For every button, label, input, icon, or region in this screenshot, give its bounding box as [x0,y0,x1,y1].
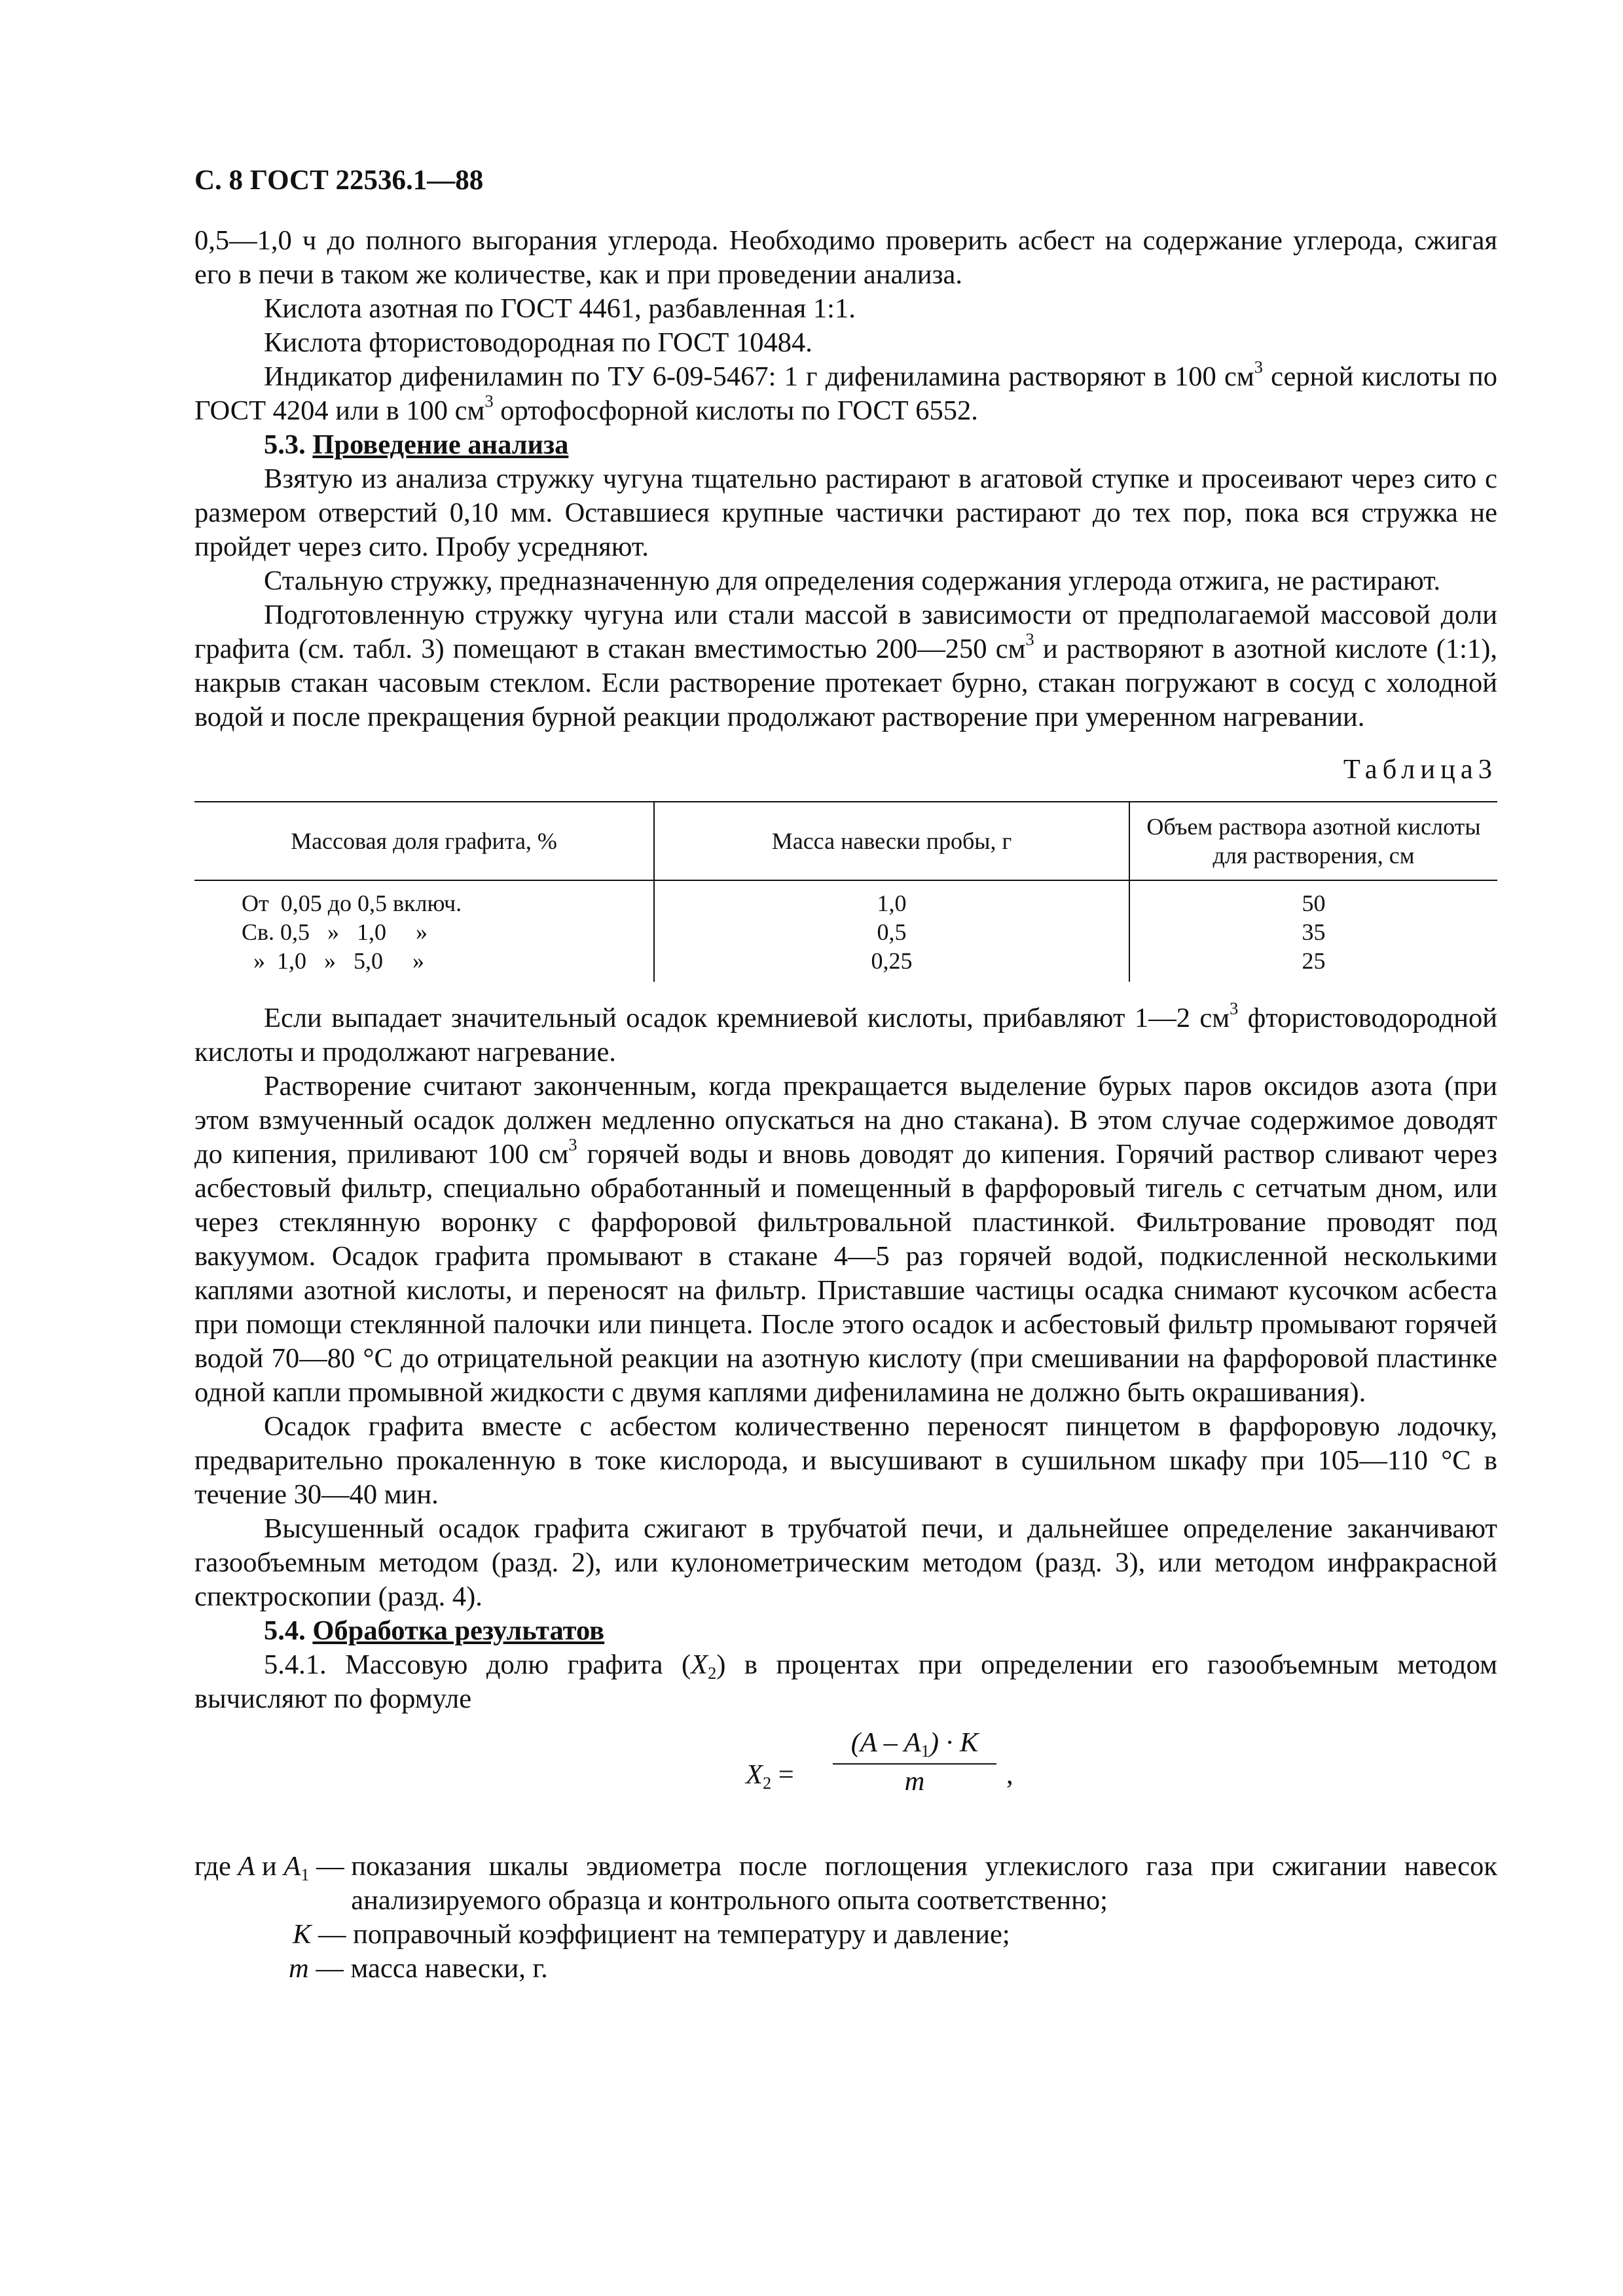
paragraph: Взятую из анализа стружку чугуна тщательно растирают в агатовой ступке и просеивают через сито с размером отверстий 0,10 мм. Оставшиеся крупные частички растирают до тех пор, пока вся стружка не пройдет через сито. Пробу усредняют. [194,463,1497,562]
table-row [194,946,1497,982]
paragraph: Стальную стружку, предназначенную для определения содержания углерода отжига, не растирают. [264,565,1441,596]
paragraph: Кислота фтористоводородная по ГОСТ 10484. [264,327,812,358]
paragraph: 0,5—1,0 ч до полного выгорания углерода. Необходимо проверить асбест на содержание углерода, сжигая его в печи в таком же количестве, как и при проведении анализа. [194,225,1497,290]
section-heading-5-4: 5.4. Обработка результатов [264,1615,605,1646]
table-cell: » 1,0 » 5,0 » [242,948,424,974]
table-header-row [194,802,1497,880]
paragraph: Высушенный осадок графита сжигают в трубчатой печи, и дальнейшее определение заканчивают газообъемным методом (разд. 2), или кулонометрическим методом (разд. 3), или методом инфракрасной спектроскопии (разд. 4). [194,1513,1497,1612]
page-header: С. 8 ГОСТ 22536.1—88 [194,165,484,196]
column-header: Массовая доля графита, % [194,802,654,880]
table-cell: 0,25 [654,946,1129,982]
legend-item: m — масса навески, г. [289,1953,548,1984]
table-cell: От 0,05 до 0,5 включ. [242,890,462,916]
table-cell: 0,5 [654,918,1129,946]
table-row [194,918,1497,946]
table-3 [194,801,1497,982]
document-page [194,164,1497,1986]
table-caption: Таблица3 [1343,754,1497,785]
paragraph: Кислота азотная по ГОСТ 4461, разбавленная 1:1. [264,293,856,324]
column-header: Масса навески пробы, г [654,802,1129,880]
section-heading-5-3: 5.3. Проведение анализа [264,429,569,460]
table-cell: 35 [1129,918,1497,946]
formula-x2 [194,1727,1497,1838]
paragraph: Осадок графита вместе с асбестом количественно переносят пинцетом в фарфоровую лодочку, предварительно прокаленную в токе кислорода, и высушивают в сушильном шкафу при 105—110 °С в течение 30—40 мин. [194,1411,1497,1510]
table-cell: Св. 0,5 » 1,0 » [242,919,428,945]
table-cell: 50 [1129,880,1497,918]
paragraph: Если выпадает значительный осадок кремниевой кислоты, прибавляют 1—2 $см^3$ фтористоводородной кислоты и продолжают нагревание. [194,999,1497,1067]
table-cell: 1,0 [654,880,1129,918]
table-row [194,880,1497,918]
paragraph: Растворение считают законченным, когда прекращается выделение бурых паров оксидов азота (при этом взмученный осадок должен медленно опускаться на дно стакана). В этом случае содержимое доводят до кипения, приливают 100 $см^3$ горячей воды и вновь доводят до кипения. Горячий раствор сливают через асбестовый фильтр, специально обработанный и помещенный в фарфоровый тигель с сетчатым дном, или через стеклянную воронку с фарфоровой фильтровальной пластинкой. Фильтрование проводят под вакуумом. Осадок графита промывают в стакане 4—5 раз горячей водой, подкисленной несколькими каплями азотной кислоты, и переносят на фильтр. Приставшие частицы осадка снимают кусочком асбеста при помощи стеклянной палочки или пинцета. После этого осадок и асбестовый фильтр промывают горячей водой 70—80 °С до отрицательной реакции на азотную кислоту (при смешивании на фарфоровой пластинке одной капли промывной жидкости с двумя каплями дифениламина не должно быть окрашивания). [194,1071,1497,1408]
formula-fraction [833,1727,996,1799]
paragraph: Подготовленную стружку чугуна или стали массой в зависимости от предполагаемой массовой доли графита (см. табл. 3) помещают в стакан вместимостью 200—250 $см^3$ и растворяют в азотной кислоте (1:1), накрыв стакан часовым стеклом. Если растворение протекает бурно, стакан погружают в сосуд с холодной водой и после прекращения бурной реакции продолжают растворение при умеренном нагревании. [194,600,1497,732]
paragraph: 5.4.1. Массовую долю графита $(X_2)$ в процентах при определении его газообъемным методом вычисляют по формуле [194,1649,1498,1714]
column-header: Объем раствора азотной кислоты для растворения, см [1129,802,1497,880]
formula-lhs: $X_2$ = [746,1759,794,1793]
legend-item: K — поправочный коэффициент на температуру и давление; [293,1919,1010,1950]
formula-denominator: m [904,1766,925,1797]
paragraph: Индикатор дифениламин по ТУ 6-09-5467: 1 г дифениламина растворяют в 100 $см^3$ серной кислоты по ГОСТ 4204 или в 100 $см^3$ ортофосфорной кислоты по ГОСТ 6552. [194,357,1497,426]
formula-comma: , [1006,1759,1013,1790]
formula-numerator: $(A - A_1) \cdot K$ [833,1727,996,1765]
legend-item: где A и $A_1$ — показания шкалы эвдиометра после поглощения углекислого газа при сжигании навесок анализируемого образца и контрольного опыта соответственно; [194,1851,1497,1916]
table-cell: 25 [1129,946,1497,982]
